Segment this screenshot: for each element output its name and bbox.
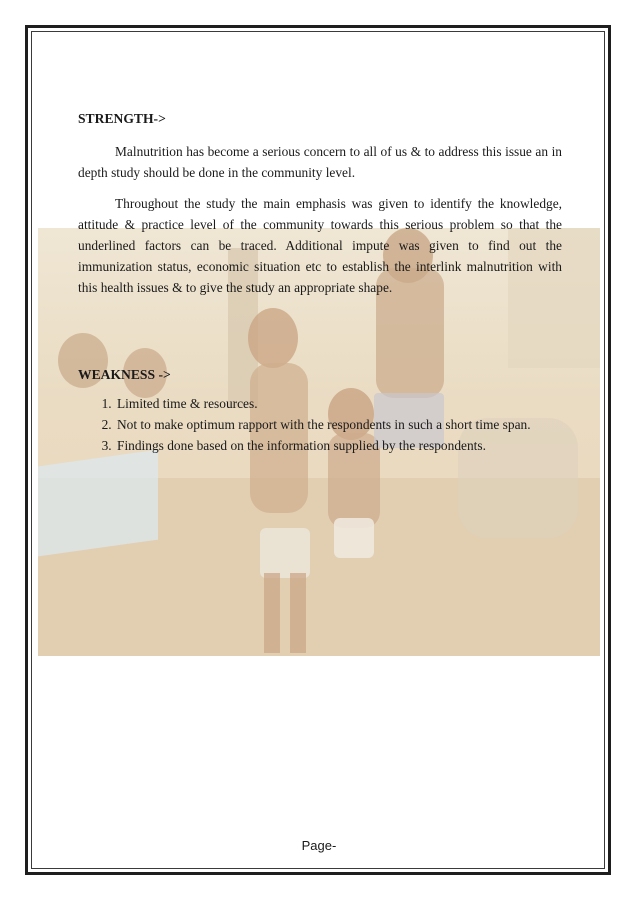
list-item: 1. Limited time & resources. <box>115 393 562 414</box>
page-footer: Page- <box>301 838 337 853</box>
weakness-list <box>78 393 562 456</box>
list-item: 2. Not to make optimum rapport with the respondents in such a short time span. <box>115 414 562 435</box>
strength-heading: STRENGTH-> <box>78 111 166 126</box>
weakness-heading: WEAKNESS -> <box>78 367 171 382</box>
strength-paragraph-1: Malnutrition has become a serious concern to all of us & to address this issue an in depth study should be done in the community level. <box>78 144 562 180</box>
strength-paragraph-2: Throughout the study the main emphasis was given to identify the knowledge, attitude & practice level of the community towards this serious problem so that the underlined factors can be traced. Additional impute was given to find out the immunization status, economic situation etc to establish the interlink malnutrition with this health issues & to give the study an appropriate shape. <box>78 196 562 295</box>
page-content <box>78 108 562 456</box>
list-item: 3. Findings done based on the information supplied by the respondents. <box>115 435 562 456</box>
